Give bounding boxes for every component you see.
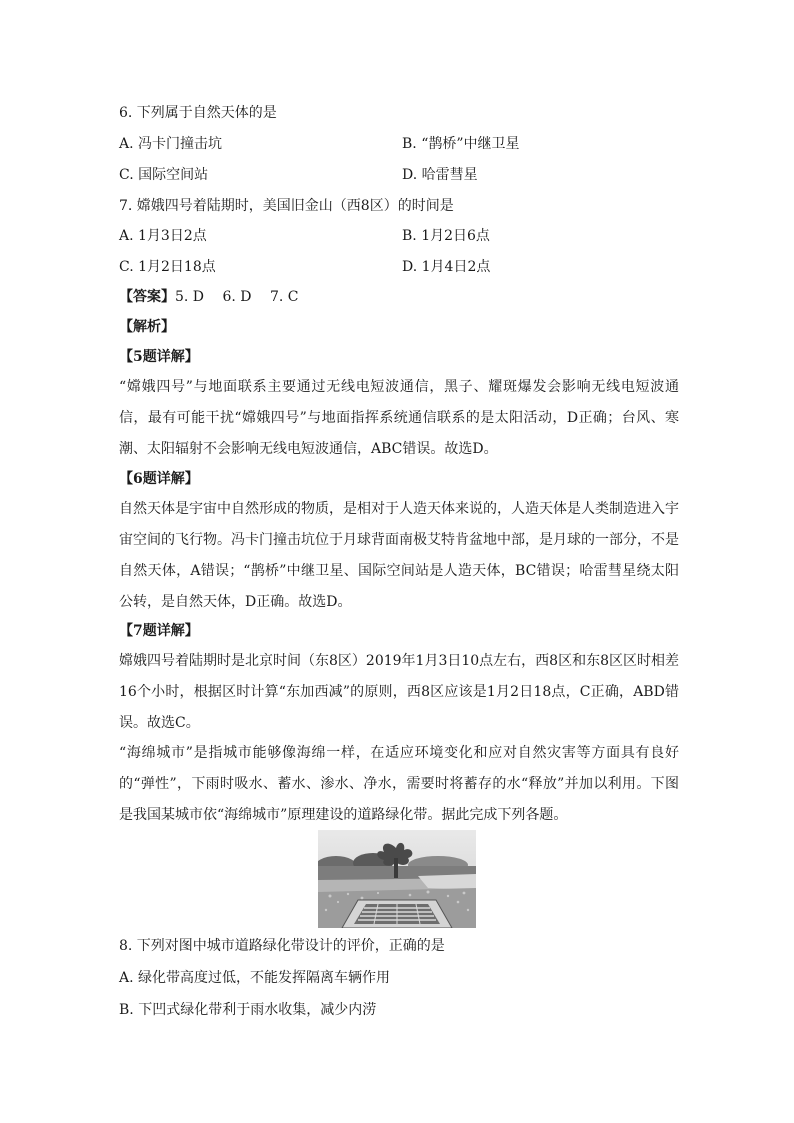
q6-option-c: C. 国际空间站 bbox=[119, 167, 209, 183]
q8-option-b: B. 下凹式绿化带利于雨水收集，减少内涝 bbox=[119, 1002, 377, 1018]
answer-label: 【答案】 bbox=[119, 289, 175, 305]
analysis-label: 【解析】 bbox=[119, 319, 175, 335]
q7-heading: 【7题详解】 bbox=[119, 623, 199, 639]
q7-option-a: A. 1月3日2点 bbox=[119, 228, 207, 244]
q6-option-d: D. 哈雷彗星 bbox=[402, 167, 478, 183]
q7-explanation: 嫦娥四号着陆期时是北京时间（东8区）2019年1月3日10点左右，西8区和东8区区时相差16个小时，根据区时计算“东加西减”的原则，西8区应该是1月2日18点，C正确，ABD错误。故选C。 bbox=[119, 653, 679, 731]
q6-explanation: 自然天体是宇宙中自然形成的物质，是相对于人造天体来说的，人造天体是人类制造进入宇宙空间的飞行物。冯卡门撞击坑位于月球背面南极艾特肯盆地中部，是月球的一部分，不是自然天体，A错误；“鹊桥”中继卫星、国际空间站是人造天体，BC错误；哈雷彗星绕太阳公转，是自然天体，D正确。故选D。 bbox=[119, 501, 679, 610]
q7-stem: 7. 嫦娥四号着陆期时，美国旧金山（西8区）的时间是 bbox=[119, 198, 454, 214]
q7-option-c: C. 1月2日18点 bbox=[119, 259, 216, 275]
road-greenbelt-photo-icon bbox=[318, 830, 476, 928]
q7-option-b: B. 1月2日6点 bbox=[402, 228, 490, 244]
q5-explanation: “嫦娥四号”与地面联系主要通过无线电短波通信，黑子、耀斑爆发会影响无线电短波通信，最有可能干扰“嫦娥四号”与地面指挥系统通信联系的是太阳活动，D正确；台风、寒潮、太阳辐射不会影响无线电短波通信，ABC错误。故选D。 bbox=[119, 379, 679, 457]
answer-text: 5. D 6. D 7. C bbox=[175, 289, 299, 305]
q6-option-a: A. 冯卡门撞击坑 bbox=[119, 136, 223, 152]
sponge-city-intro: “海绵城市”是指城市能够像海绵一样，在适应环境变化和应对自然灾害等方面具有良好的“弹性”，下雨时吸水、蓄水、渗水、净水，需要时将蓄存的水“释放”并加以利用。下图是我国某城市依“海绵城市”原理建设的道路绿化带。据此完成下列各题。 bbox=[119, 745, 679, 823]
q8-stem: 8. 下列对图中城市道路绿化带设计的评价，正确的是 bbox=[119, 938, 445, 954]
q6-heading: 【6题详解】 bbox=[119, 471, 199, 487]
answer-line bbox=[119, 288, 298, 306]
q7-option-d: D. 1月4日2点 bbox=[402, 259, 491, 275]
q8-option-a: A. 绿化带高度过低，不能发挥隔离车辆作用 bbox=[119, 970, 391, 986]
q5-heading: 【5题详解】 bbox=[119, 349, 199, 365]
q6-option-b: B. “鹊桥”中继卫星 bbox=[402, 136, 520, 152]
road-greenbelt-photo bbox=[318, 830, 476, 928]
q6-stem: 6. 下列属于自然天体的是 bbox=[119, 105, 277, 121]
